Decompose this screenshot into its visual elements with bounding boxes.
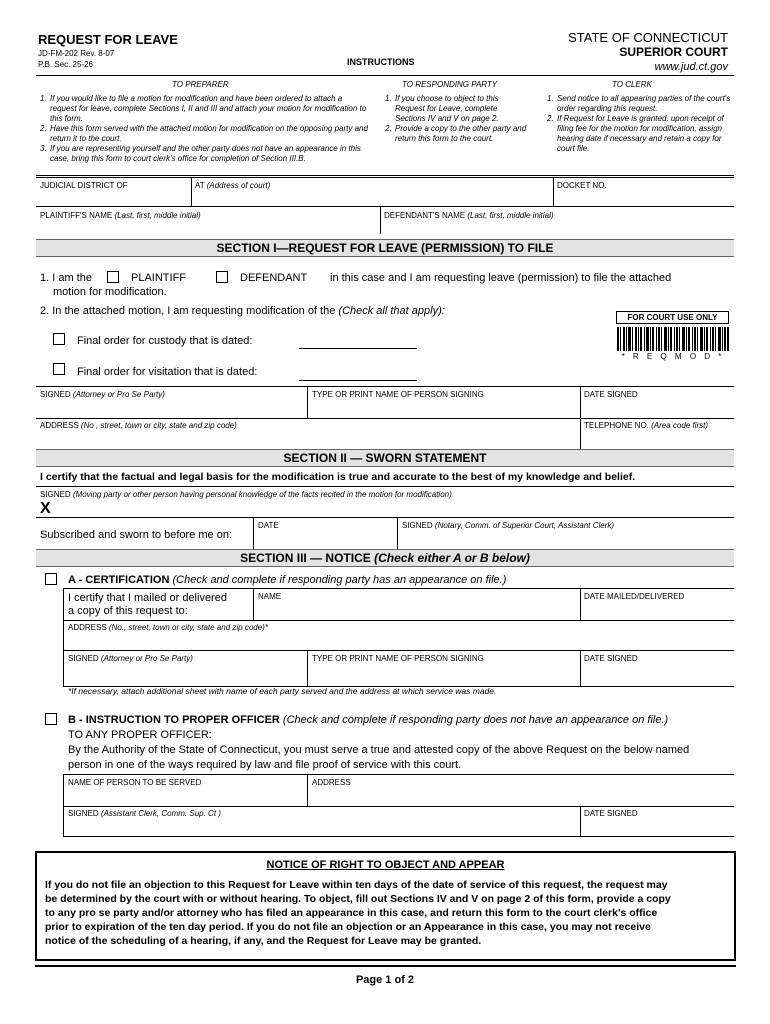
notice-title: NOTICE OF RIGHT TO OBJECT AND APPEAR — [266, 859, 505, 871]
section1-signed-field[interactable]: SIGNED (Attorney or Pro Se Party) — [40, 390, 165, 399]
section1-telephone-field[interactable]: TELEPHONE NO. (Area code first) — [584, 421, 709, 430]
i-am-the-label: 1. I am the — [40, 272, 92, 284]
instructions-heading: INSTRUCTIONS — [347, 57, 415, 67]
defendant-label: DEFENDANT — [240, 272, 308, 284]
visitation-label: Final order for visitation that is dated: — [77, 366, 258, 378]
subscribed-label: Subscribed and sworn to before me on: — [40, 529, 233, 541]
preparer-heading: TO PREPARER — [172, 80, 229, 89]
certification-signed-field[interactable]: SIGNED (Attorney or Pro Se Party) — [68, 654, 193, 663]
responding-instructions: 1. If you choose to object to this Request for Leave, complete Sections IV and V on page 2. 2. Provide a copy to the other party and return this form to the court. — [385, 94, 527, 143]
section-3-title: SECTION III — NOTICE (Check either A or B below) — [36, 549, 734, 567]
notary-signed-field[interactable]: SIGNED (Notary, Comm. of Superior Court, Assistant Clerk) — [402, 521, 615, 530]
page-number: Page 1 of 2 — [355, 974, 415, 986]
pb-section: P.B. Sec. 25-26 — [38, 60, 93, 69]
visitation-date-line[interactable] — [299, 380, 417, 381]
certify-statement: I certify that the factual and legal basis for the modification is true and accurate to the best of my knowledge and belief. — [40, 471, 636, 483]
judicial-district-field[interactable]: JUDICIAL DISTRICT OF — [40, 181, 128, 190]
form-title: REQUEST FOR LEAVE — [38, 32, 178, 47]
to-officer-label: TO ANY PROPER OFFICER: — [68, 729, 212, 741]
defendant-checkbox[interactable] — [216, 271, 228, 283]
authority-line2: person in one of the ways required by law and file proof of service with this court. — [68, 759, 462, 771]
sworn-date-field[interactable]: DATE — [258, 521, 279, 530]
certification-type-name-field[interactable]: TYPE OR PRINT NAME OF PERSON SIGNING — [312, 654, 484, 663]
recipient-address-field[interactable]: ADDRESS (No., street, town or city, state and zip code)* — [68, 623, 268, 632]
person-served-name-field[interactable]: NAME OF PERSON TO BE SERVED — [68, 778, 202, 787]
person-served-address-field[interactable]: ADDRESS — [312, 778, 351, 787]
recipient-name-field[interactable]: NAME — [258, 592, 282, 601]
certification-heading: A - CERTIFICATION (Check and complete if responding party has an appearance on file.) — [68, 574, 507, 586]
court-name: SUPERIOR COURT — [619, 45, 728, 59]
service-footnote: *If necessary, attach additional sheet with name of each party served and the address at which service was made. — [68, 686, 497, 696]
clerk-signed-field[interactable]: SIGNED (Assistant Clerk, Comm. Sup. Ct ) — [68, 809, 221, 818]
preparer-instructions: 1. If you would like to file a motion for modification and have been ordered to attach a request for leave, complete Sections I, II and III and attach your motion for modification to this form. 2. Have this form served with the attached motion for modification on the opposing party and return it to the court. 3. If you are representing yourself and the other party does not have an appearance in this case, bring this form to court clerk's office for completion of Section III.B. — [40, 94, 368, 163]
section-1-title: SECTION I—REQUEST FOR LEAVE (PERMISSION) TO FILE — [36, 239, 734, 257]
court-address-field[interactable]: AT (Address of court) — [195, 181, 271, 190]
docket-number-field[interactable]: DOCKET NO. — [557, 181, 607, 190]
custody-label: Final order for custody that is dated: — [77, 335, 253, 347]
certify-mailed-line2: a copy of this request to: — [68, 605, 188, 617]
clerk-heading: TO CLERK — [612, 80, 652, 89]
certify-mailed-line1: I certify that I mailed or delivered — [68, 592, 227, 604]
plaintiff-name-field[interactable]: PLAINTIFF'S NAME (Last, first, middle initial) — [40, 211, 201, 220]
certification-checkbox[interactable] — [45, 573, 57, 585]
custody-checkbox[interactable] — [53, 333, 65, 345]
notice-text: If you do not file an objection to this Request for Leave within ten days of the date of service of this request, the request may be determined by the court with or without hearing. To object, fill out Sections IV and V on page 2 of this form, provide a copy to any pro se party and/or attorney who has filed an appearance in this case, and return this form to the court clerk's office prior to expiration of the ten day period. If you do not file an objection or an Appearance in this case, you may not receive notice of the scheduling of a hearing, if any, and the Request for Leave may be granted. — [45, 879, 671, 947]
authority-line1: By the Authority of the State of Connecticut, you must serve a true and attested copy of the above Request on the below named — [68, 744, 690, 756]
modification-statement: 2. In the attached motion, I am requesting modification of the (Check all that apply): — [40, 305, 445, 317]
section1-address-field[interactable]: ADDRESS (No , street, town or city, state and zip code) — [40, 421, 237, 430]
signature-x-mark: X — [40, 500, 51, 517]
request-statement-cont: motion for modification. — [53, 286, 167, 298]
officer-instruction-checkbox[interactable] — [45, 713, 57, 725]
court-use-only-box: FOR COURT USE ONLY — [616, 311, 729, 324]
clerk-date-signed-field[interactable]: DATE SIGNED — [584, 809, 638, 818]
date-mailed-field[interactable]: DATE MAILED/DELIVERED — [584, 592, 685, 601]
notice-box — [35, 851, 736, 961]
clerk-instructions: 1. Send notice to all appearing parties of the court's order regarding this request. 2. If Request for Leave is granted, upon receipt of filing fee for the motion for modification, assign hearing date if necessary and retain a copy for court file. — [547, 94, 731, 153]
section1-date-signed-field[interactable]: DATE SIGNED — [584, 390, 638, 399]
sworn-signed-field[interactable]: SIGNED (Moving party or other person having personal knowledge of the facts recited in the motion for modification) — [40, 490, 452, 499]
barcode — [617, 327, 729, 351]
plaintiff-label: PLAINTIFF — [131, 272, 187, 284]
request-statement: in this case and I am requesting leave (permission) to file the attached — [330, 272, 672, 284]
certification-date-signed-field[interactable]: DATE SIGNED — [584, 654, 638, 663]
section1-type-name-field[interactable]: TYPE OR PRINT NAME OF PERSON SIGNING — [312, 390, 484, 399]
plaintiff-checkbox[interactable] — [107, 271, 119, 283]
website-link[interactable]: www.jud.ct.gov — [654, 61, 728, 73]
visitation-checkbox[interactable] — [53, 363, 65, 375]
form-number: JD-FM-202 Rev. 8-07 — [38, 49, 115, 58]
state-name: STATE OF CONNECTICUT — [568, 30, 728, 45]
section-2-title: SECTION II — SWORN STATEMENT — [36, 449, 734, 467]
custody-date-line[interactable] — [299, 348, 417, 349]
officer-instruction-heading: B - INSTRUCTION TO PROPER OFFICER (Check and complete if responding party does not have an appearance on file.) — [68, 714, 669, 726]
barcode-text: * R E Q M O D * — [621, 352, 725, 361]
responding-heading: TO RESPONDING PARTY — [402, 80, 498, 89]
defendant-name-field[interactable]: DEFENDANT'S NAME (Last, first, middle initial) — [384, 211, 554, 220]
